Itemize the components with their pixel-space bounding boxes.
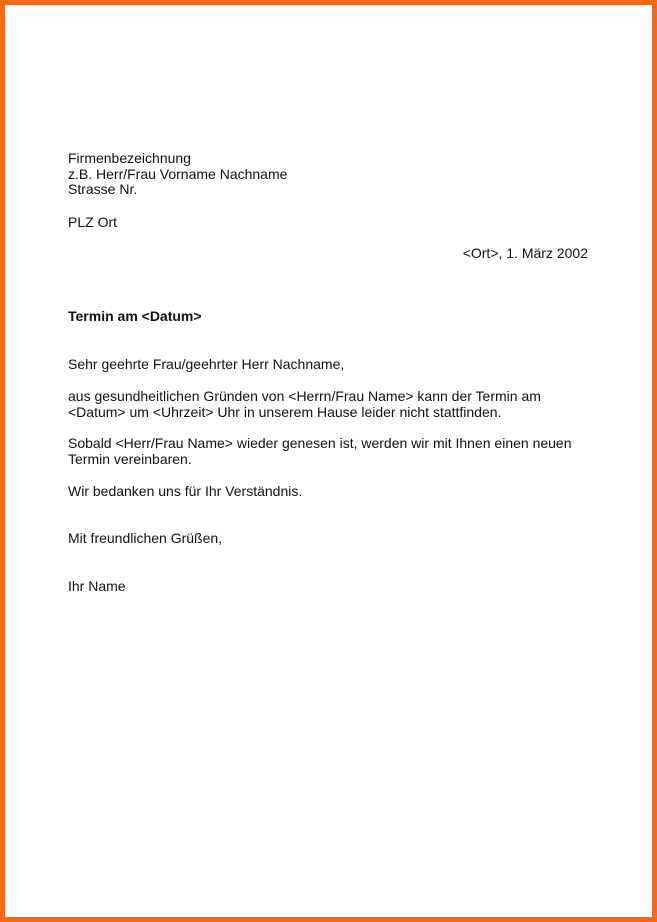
sender-address-block	[68, 151, 287, 198]
paragraph-line: Wir bedanken uns für Ihr Verständnis.	[68, 483, 303, 499]
body-paragraph-1	[68, 388, 541, 420]
paragraph-line: Termin vereinbaren.	[68, 451, 192, 467]
body-paragraph-2	[68, 435, 572, 467]
paragraph-line: aus gesundheitlichen Gründen von <Herrn/Frau Name> kann der Termin am	[68, 388, 541, 404]
sender-street: Strasse Nr.	[68, 181, 138, 197]
closing-phrase: Mit freundlichen Grüßen,	[68, 530, 223, 546]
paragraph-line: <Datum> um <Uhrzeit> Uhr in unserem Hause leider nicht stattfinden.	[68, 404, 502, 420]
salutation: Sehr geehrte Frau/geehrter Herr Nachname,	[68, 356, 345, 372]
signature-name: Ihr Name	[68, 578, 126, 594]
sender-city: PLZ Ort	[68, 214, 118, 230]
sender-contact: z.B. Herr/Frau Vorname Nachname	[68, 165, 288, 182]
paragraph-line: Sobald <Herr/Frau Name> wieder genesen ist, werden wir mit Ihnen einen neuen	[68, 435, 572, 451]
date-line: <Ort>, 1. März 2002	[462, 245, 588, 261]
sender-company: Firmenbezeichnung	[68, 150, 191, 166]
subject-line: Termin am <Datum>	[68, 308, 202, 324]
body-paragraph-3	[68, 483, 302, 499]
